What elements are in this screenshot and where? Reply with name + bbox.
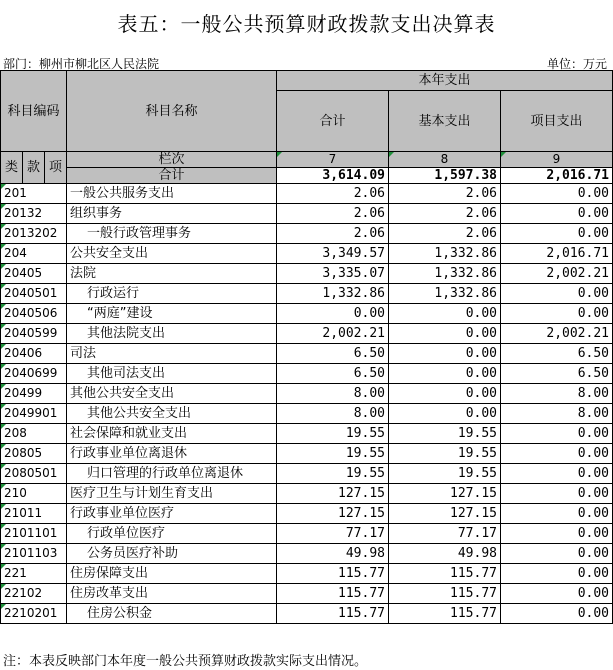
row-project: 0.00 <box>501 604 613 624</box>
row-code: 2040599 <box>1 324 67 344</box>
row-name: 公共安全支出 <box>67 244 277 264</box>
row-basic: 115.77 <box>389 564 501 584</box>
row-project: 8.00 <box>501 384 613 404</box>
department-label: 部门：柳州市柳北区人民法院 <box>3 57 160 71</box>
table-row <box>1 584 613 604</box>
row-name: 行政事业单位医疗 <box>67 504 277 524</box>
table-row <box>1 484 613 504</box>
table-row <box>1 244 613 264</box>
row-project: 0.00 <box>501 444 613 464</box>
row-name: 司法 <box>67 344 277 364</box>
row-name: 一般公共服务支出 <box>67 184 277 204</box>
row-basic: 19.55 <box>389 444 501 464</box>
row-project: 0.00 <box>501 284 613 304</box>
row-code: 20132 <box>1 204 67 224</box>
row-project: 0.00 <box>501 424 613 444</box>
table-row <box>1 264 613 284</box>
row-project: 0.00 <box>501 464 613 484</box>
row-total: 6.50 <box>277 344 389 364</box>
row-name: 行政运行 <box>67 284 277 304</box>
row-project: 8.00 <box>501 404 613 424</box>
table-row <box>1 224 613 244</box>
row-code: 2040506 <box>1 304 67 324</box>
row-basic: 1,332.86 <box>389 244 501 264</box>
row-total: 0.00 <box>277 304 389 324</box>
row-code: 22102 <box>1 584 67 604</box>
row-project: 2,016.71 <box>501 244 613 264</box>
table-row <box>1 404 613 424</box>
row-total: 8.00 <box>277 404 389 424</box>
table-row <box>1 384 613 404</box>
row-basic: 1,332.86 <box>389 284 501 304</box>
row-code: 2049901 <box>1 404 67 424</box>
row-total: 49.98 <box>277 544 389 564</box>
project-header: 项目支出 <box>501 91 613 152</box>
row-code: 21011 <box>1 504 67 524</box>
row-code: 20499 <box>1 384 67 404</box>
row-total: 77.17 <box>277 524 389 544</box>
row-code: 20405 <box>1 264 67 284</box>
row-project: 0.00 <box>501 304 613 324</box>
row-basic: 19.55 <box>389 424 501 444</box>
row-total: 2.06 <box>277 204 389 224</box>
table-row <box>1 204 613 224</box>
row-total: 115.77 <box>277 584 389 604</box>
row-project: 0.00 <box>501 224 613 244</box>
subject-name-header: 科目名称 <box>67 71 277 152</box>
row-name: 公务员医疗补助 <box>67 544 277 564</box>
row-project: 0.00 <box>501 564 613 584</box>
row-project: 2,002.21 <box>501 264 613 284</box>
expense-table <box>0 70 613 624</box>
table-row <box>1 424 613 444</box>
table-row <box>1 364 613 384</box>
table-row <box>1 284 613 304</box>
row-basic: 0.00 <box>389 324 501 344</box>
row-name: 其他法院支出 <box>67 324 277 344</box>
unit-label: 单位：万元 <box>546 57 607 71</box>
subject-code-header: 科目编码 <box>1 71 67 152</box>
row-project: 0.00 <box>501 484 613 504</box>
row-code: 221 <box>1 564 67 584</box>
total-header: 合计 <box>277 91 389 152</box>
row-basic: 77.17 <box>389 524 501 544</box>
row-name: 一般行政管理事务 <box>67 224 277 244</box>
row-code: 210 <box>1 484 67 504</box>
row-basic: 127.15 <box>389 484 501 504</box>
row-total: 115.77 <box>277 604 389 624</box>
row-code: 2040699 <box>1 364 67 384</box>
total-row-total: 3,614.09 <box>277 168 389 184</box>
table-row <box>1 324 613 344</box>
row-project: 0.00 <box>501 544 613 564</box>
row-name: 组织事务 <box>67 204 277 224</box>
row-name: 其他公共安全支出 <box>67 384 277 404</box>
page-title: 表五：一般公共预算财政拨款支出决算表 <box>117 12 496 36</box>
row-code: 204 <box>1 244 67 264</box>
table-row <box>1 544 613 564</box>
row-code: 208 <box>1 424 67 444</box>
basic-header: 基本支出 <box>389 91 501 152</box>
row-total: 2.06 <box>277 224 389 244</box>
table-row <box>1 464 613 484</box>
total-row-project: 2,016.71 <box>501 168 613 184</box>
row-project: 6.50 <box>501 344 613 364</box>
row-code: 20406 <box>1 344 67 364</box>
table-note: 注：本表反映部门本年度一般公共预算财政拨款实际支出情况。 <box>3 654 368 669</box>
column-no-label: 栏次 <box>67 152 277 168</box>
row-total: 3,335.07 <box>277 264 389 284</box>
row-basic: 2.06 <box>389 224 501 244</box>
row-total: 1,332.86 <box>277 284 389 304</box>
row-basic: 19.55 <box>389 464 501 484</box>
row-code: 2101101 <box>1 524 67 544</box>
row-basic: 49.98 <box>389 544 501 564</box>
row-basic: 1,332.86 <box>389 264 501 284</box>
row-name: 法院 <box>67 264 277 284</box>
row-name: 住房公积金 <box>67 604 277 624</box>
row-project: 0.00 <box>501 504 613 524</box>
column-no-9: 9 <box>501 152 613 168</box>
row-basic: 0.00 <box>389 364 501 384</box>
row-code: 2040501 <box>1 284 67 304</box>
row-total: 127.15 <box>277 484 389 504</box>
row-project: 6.50 <box>501 364 613 384</box>
lei-header: 类 <box>1 152 23 184</box>
total-row-basic: 1,597.38 <box>389 168 501 184</box>
row-total: 8.00 <box>277 384 389 404</box>
row-project: 0.00 <box>501 204 613 224</box>
row-name: 归口管理的行政单位离退休 <box>67 464 277 484</box>
table-row <box>1 524 613 544</box>
row-project: 0.00 <box>501 184 613 204</box>
row-project: 0.00 <box>501 584 613 604</box>
column-no-8: 8 <box>389 152 501 168</box>
row-total: 115.77 <box>277 564 389 584</box>
row-basic: 0.00 <box>389 404 501 424</box>
row-total: 3,349.57 <box>277 244 389 264</box>
row-code: 2013202 <box>1 224 67 244</box>
row-total: 2,002.21 <box>277 324 389 344</box>
row-name: 社会保障和就业支出 <box>67 424 277 444</box>
row-basic: 2.06 <box>389 184 501 204</box>
row-basic: 115.77 <box>389 584 501 604</box>
row-code: 2101103 <box>1 544 67 564</box>
row-name: 其他司法支出 <box>67 364 277 384</box>
row-name: 其他公共安全支出 <box>67 404 277 424</box>
row-basic: 0.00 <box>389 304 501 324</box>
row-basic: 0.00 <box>389 344 501 364</box>
table-row <box>1 444 613 464</box>
kuan-header: 款 <box>23 152 45 184</box>
table-row <box>1 344 613 364</box>
row-total: 19.55 <box>277 444 389 464</box>
row-basic: 2.06 <box>389 204 501 224</box>
row-project: 0.00 <box>501 524 613 544</box>
row-basic: 127.15 <box>389 504 501 524</box>
table-row <box>1 604 613 624</box>
row-total: 19.55 <box>277 424 389 444</box>
row-total: 127.15 <box>277 504 389 524</box>
row-total: 19.55 <box>277 464 389 484</box>
column-no-7: 7 <box>277 152 389 168</box>
row-name: 行政单位医疗 <box>67 524 277 544</box>
row-code: 2080501 <box>1 464 67 484</box>
table-row <box>1 504 613 524</box>
row-name: 住房改革支出 <box>67 584 277 604</box>
row-name: “两庭”建设 <box>67 304 277 324</box>
row-project: 2,002.21 <box>501 324 613 344</box>
row-basic: 0.00 <box>389 384 501 404</box>
table-row <box>1 184 613 204</box>
row-basic: 115.77 <box>389 604 501 624</box>
row-code: 20805 <box>1 444 67 464</box>
row-name: 住房保障支出 <box>67 564 277 584</box>
row-name: 行政事业单位离退休 <box>67 444 277 464</box>
row-name: 医疗卫生与计划生育支出 <box>67 484 277 504</box>
row-total: 6.50 <box>277 364 389 384</box>
year-expense-header: 本年支出 <box>277 71 613 91</box>
row-code: 201 <box>1 184 67 204</box>
row-total: 2.06 <box>277 184 389 204</box>
table-row <box>1 564 613 584</box>
table-row <box>1 304 613 324</box>
row-code: 2210201 <box>1 604 67 624</box>
total-row-label: 合计 <box>67 168 277 184</box>
xiang-header: 项 <box>45 152 67 184</box>
